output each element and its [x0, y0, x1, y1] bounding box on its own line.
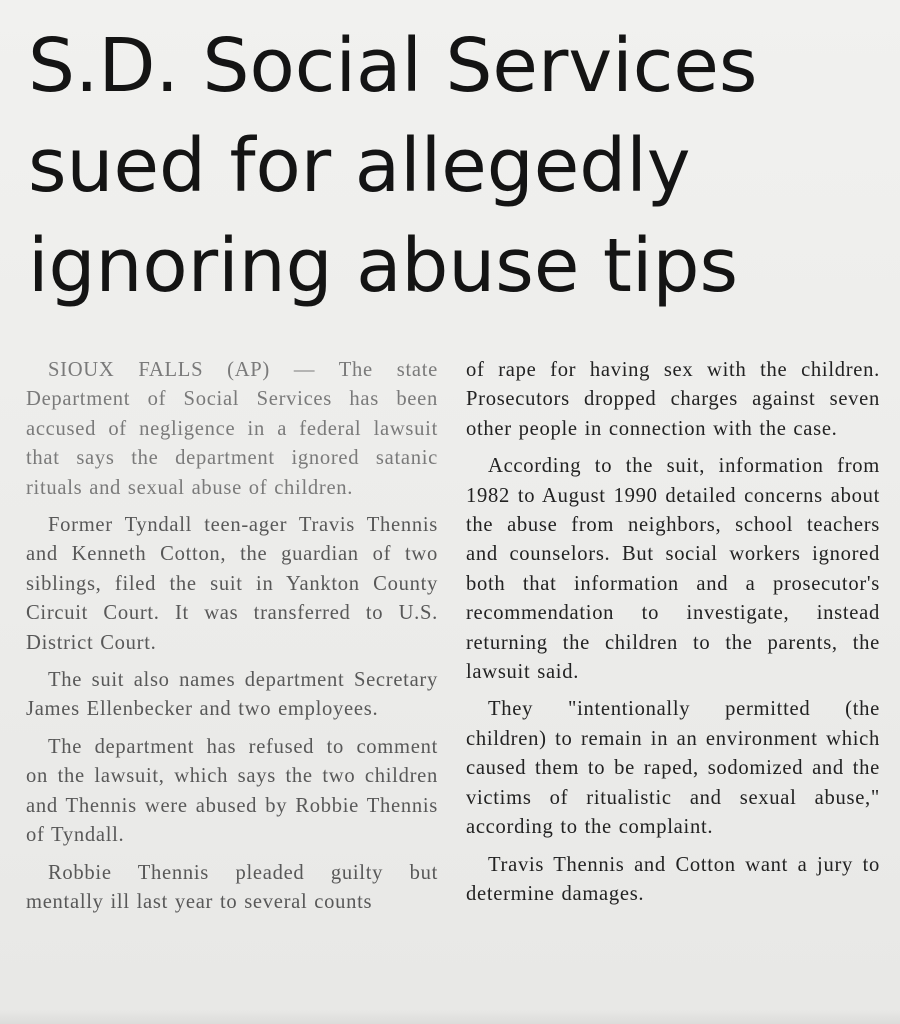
article-column-left — [26, 356, 438, 917]
clipping-bottom-edge — [0, 1010, 900, 1024]
headline-line-2: sued for allegedly — [28, 123, 691, 209]
paragraph-dateline: SIOUX FALLS (AP) — The state Department of Social Services has been accused of negligence in a federal lawsuit that says the department ignored satanic rituals and sexual abuse of children. — [26, 359, 438, 499]
paragraph-department-response: The department has refused to comment on the lawsuit, which says the two children and Thennis were abused by Robbie Thennis of Tyndall. — [26, 735, 438, 847]
article-headline — [28, 16, 878, 316]
headline-line-3: ignoring abuse tips — [28, 223, 739, 309]
paragraph-complaint-quote: They "intentionally permitted (the children) to remain in an environment which caused them to be raped, sodomized and the victims of ritualistic and sexual abuse," according to the complaint. — [466, 698, 880, 839]
article-column-right — [466, 356, 880, 909]
paragraph-damages: Travis Thennis and Cotton want a jury to determine damages. — [466, 853, 880, 905]
paragraph-plaintiffs: Former Tyndall teen-ager Travis Thennis and Kenneth Cotton, the guardian of two siblings, filed the suit in Yankton County Circuit Court. It was transferred to U.S. District Court. — [26, 514, 438, 654]
paragraph-guilty-plea: Robbie Thennis pleaded guilty but mentally ill last year to several counts — [26, 861, 438, 913]
paragraph-defendants: The suit also names department Secretary James Ellenbecker and two employees. — [26, 669, 438, 721]
headline-line-1: S.D. Social Services — [28, 23, 758, 109]
paragraph-suit-information: According to the suit, information from 1982 to August 1990 detailed concerns about the abuse from neighbors, school teachers and counselors. But social workers ignored both that information and a prosecutor's recommendation to investigate, instead returning the children to the parents, the lawsuit said. — [466, 455, 880, 684]
paragraph-charges-dropped: of rape for having sex with the children. Prosecutors dropped charges against seven other people in connection with the case. — [466, 359, 880, 440]
